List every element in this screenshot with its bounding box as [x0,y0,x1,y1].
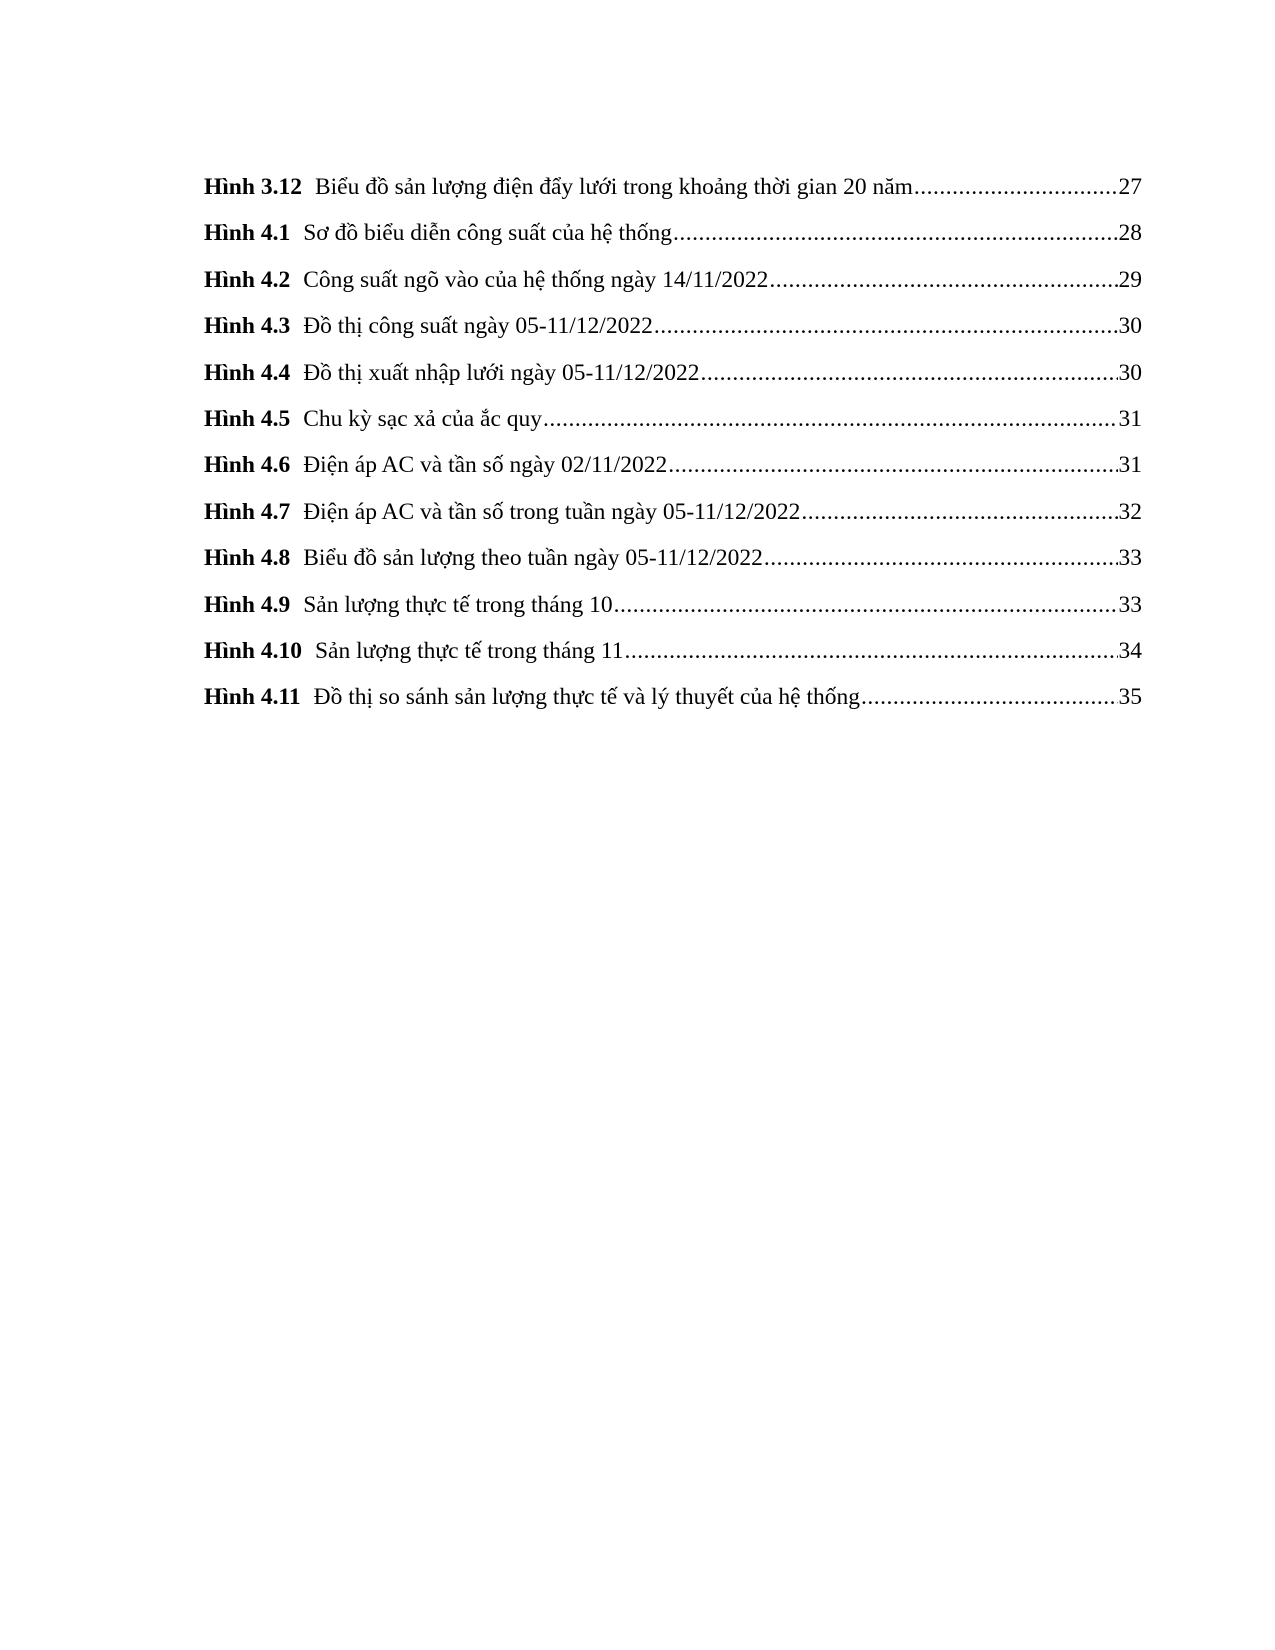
toc-entry[interactable] [204,497,1142,543]
figure-label: Hình 4.6 [204,452,291,479]
toc-entry[interactable] [204,404,1142,450]
figure-title: Điện áp AC và tần số ngày 02/11/2022 [303,452,668,479]
page-number: 27 [1118,174,1142,200]
dot-leader [543,404,1117,434]
figure-label: Hình 4.7 [204,498,291,525]
figure-label: Hình 4.1 [204,220,291,247]
figure-title: Biểu đồ sản lượng điện đẩy lưới trong khoảng thời gian 20 năm [314,174,913,200]
dot-leader [654,311,1118,341]
figure-title: Biểu đồ sản lượng theo tuần ngày 05-11/12/2022 [303,545,763,572]
figure-label: Hình 4.10 [204,637,302,664]
page-number: 33 [1118,591,1142,618]
toc-entry[interactable] [204,172,1142,218]
page-number: 34 [1118,637,1142,664]
dot-leader [914,172,1118,202]
page-number: 35 [1118,684,1142,711]
page-number: 33 [1118,545,1142,572]
page-number: 30 [1118,359,1142,386]
figure-label: Hình 4.2 [204,266,291,293]
page-number: 31 [1118,452,1142,479]
toc-entry[interactable] [204,218,1142,264]
toc-entry[interactable] [204,682,1142,728]
figure-label: Hình 4.3 [204,313,291,340]
figure-title: Sản lượng thực tế trong tháng 10 [303,591,613,618]
toc-entry[interactable] [204,311,1142,357]
figure-label: Hình 4.5 [204,405,291,432]
page-number: 28 [1118,220,1142,247]
dot-leader [668,450,1117,480]
page-number: 30 [1118,313,1142,340]
figure-label: Hình 4.4 [204,359,291,386]
figure-label: Hình 4.11 [204,684,301,711]
page-number: 31 [1118,405,1142,432]
figure-title: Điện áp AC và tần số trong tuần ngày 05-11/12/2022 [303,498,801,525]
dot-leader [701,358,1118,388]
figure-title: Sơ đồ biểu diễn công suất của hệ thống [303,220,672,247]
dot-leader [764,543,1118,573]
figure-title: Đồ thị xuất nhập lưới ngày 05-11/12/2022 [303,359,700,386]
figure-title: Sản lượng thực tế trong tháng 11 [314,637,624,664]
page-number: 29 [1118,266,1142,293]
toc-entry[interactable] [204,543,1142,589]
toc-entry[interactable] [204,450,1142,496]
figure-title: Đồ thị so sánh sản lượng thực tế và lý thuyết của hệ thống [313,684,860,711]
figure-label: Hình 4.8 [204,545,291,572]
figure-label: Hình 3.12 [204,174,302,200]
page-number: 32 [1118,498,1142,525]
dot-leader [801,497,1117,527]
toc-entry[interactable] [204,636,1142,682]
figure-title: Công suất ngõ vào của hệ thống ngày 14/11/2022 [303,266,769,293]
toc-entry[interactable] [204,265,1142,311]
figure-title: Đồ thị công suất ngày 05-11/12/2022 [303,313,653,340]
dot-leader [673,218,1118,248]
toc-entry[interactable] [204,358,1142,404]
dot-leader [769,265,1117,295]
dot-leader [625,636,1118,666]
figure-label: Hình 4.9 [204,591,291,618]
list-of-figures [204,172,1142,729]
toc-entry[interactable] [204,590,1142,636]
figure-title: Chu kỳ sạc xả của ắc quy [303,405,543,432]
dot-leader [614,590,1118,620]
dot-leader [861,682,1118,712]
